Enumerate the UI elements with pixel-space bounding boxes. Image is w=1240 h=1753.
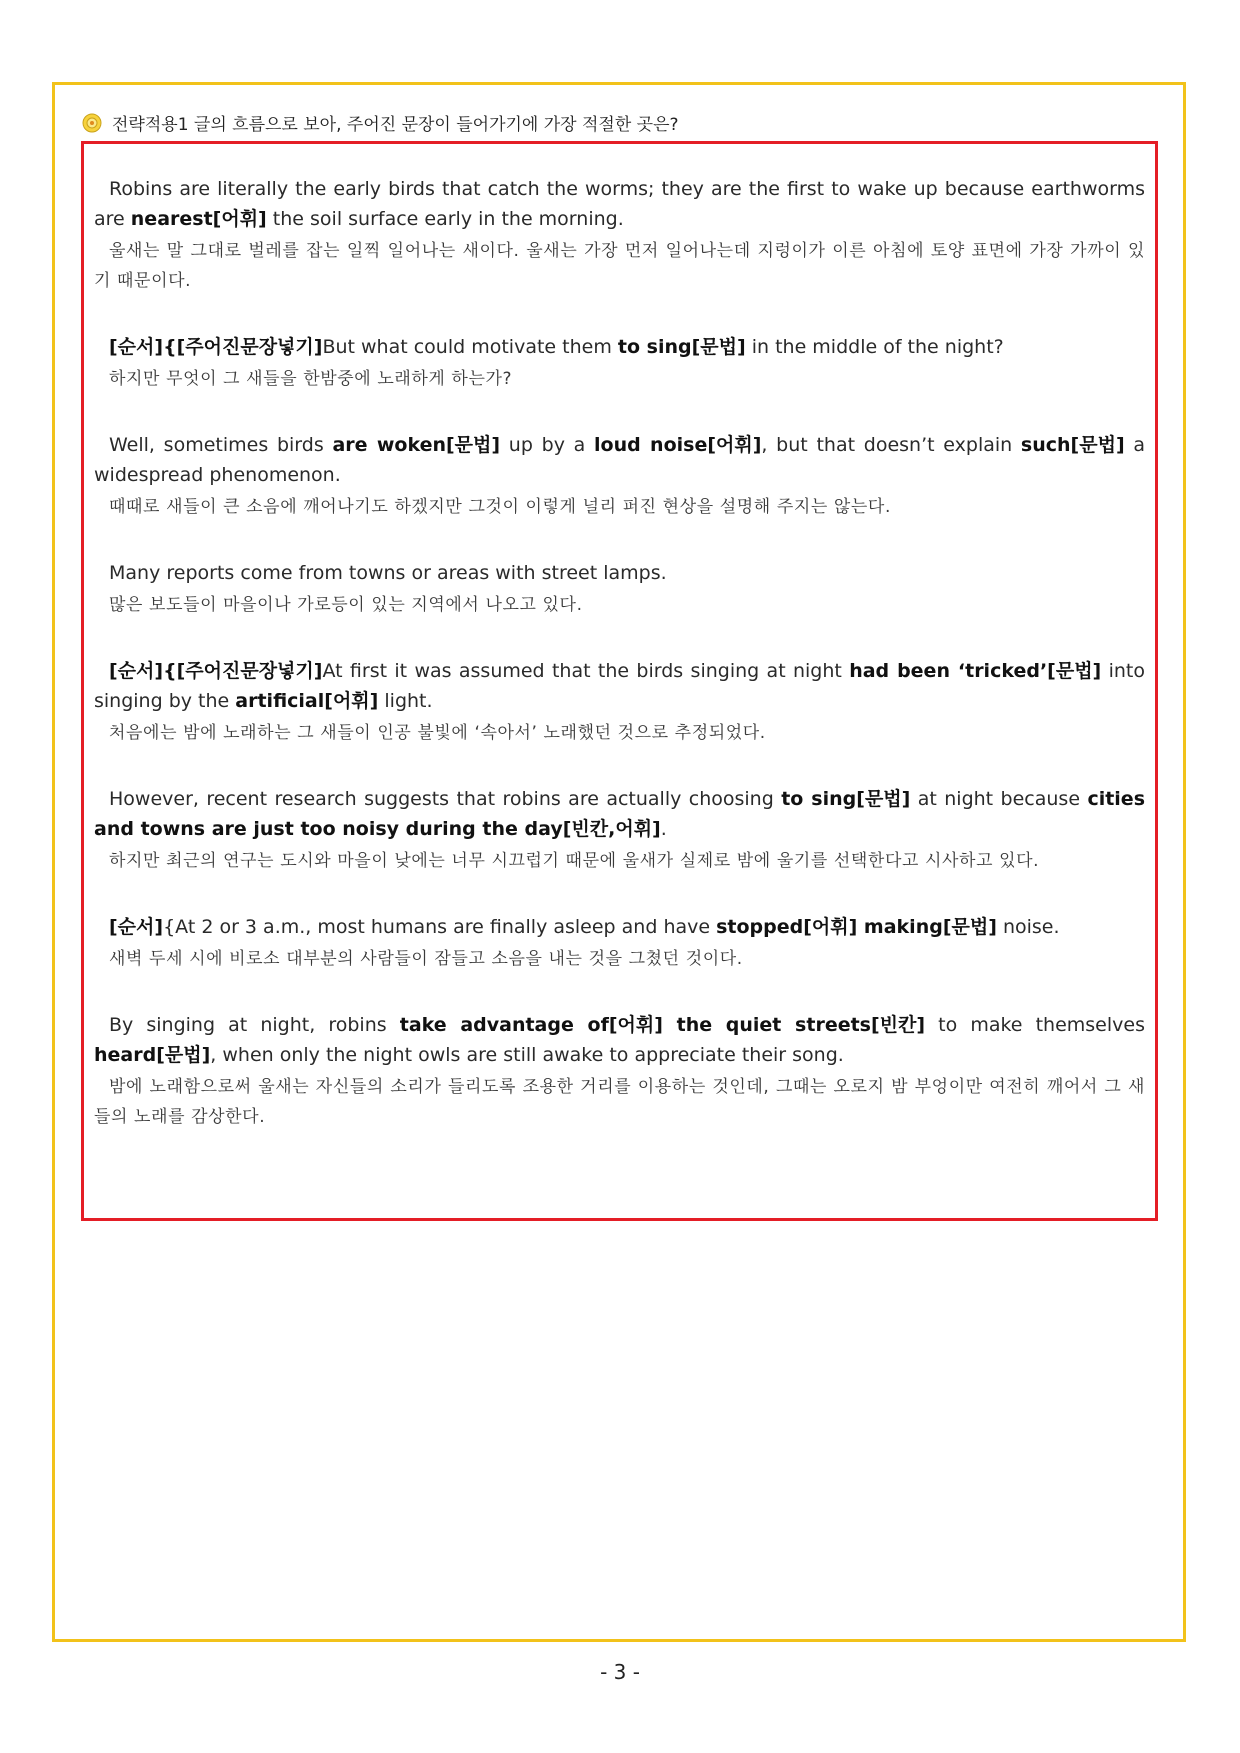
korean-translation: 때때로 새들이 큰 소음에 깨어나기도 하겠지만 그것이 이렇게 널리 퍼진 현상을 설명해 주지는 않는다. (109, 497, 891, 517)
highlighted-phrase: [순서]{[주어진문장넣기] (109, 336, 323, 358)
highlighted-phrase: [순서]{[주어진문장넣기] (109, 660, 323, 682)
korean-translation: 하지만 무엇이 그 새들을 한밤중에 노래하게 하는가? (109, 369, 513, 389)
sentence-text: noise. (996, 916, 1060, 938)
sentence-text: , when only the night owls are still awake to appreciate their song. (210, 1044, 844, 1066)
sentence-text: in the middle of the night? (745, 336, 1004, 358)
sentence-text: to make themselves (925, 1014, 1145, 1036)
sentence-text: Well, sometimes birds (109, 434, 333, 456)
english-sentence (94, 174, 1145, 234)
question-text: 전략적용1 글의 흐름으로 보아, 주어진 문장이 들어가기에 가장 적절한 곳은? (112, 115, 679, 135)
passage-sentence-block (94, 558, 1145, 620)
passage-sentence-block (94, 174, 1145, 296)
highlighted-phrase: heard[문법] (94, 1044, 211, 1066)
english-sentence (94, 1010, 1145, 1070)
sun-badge-icon (82, 113, 102, 133)
english-sentence (94, 912, 1145, 942)
highlighted-phrase: to sing[문법] (617, 336, 746, 358)
passage-sentence-block (94, 430, 1145, 522)
sentence-text: a widespread phenomenon. (94, 434, 1145, 486)
highlighted-phrase: are woken[문법] (332, 434, 501, 456)
korean-translation: 밤에 노래함으로써 울새는 자신들의 소리가 들리도록 조용한 거리를 이용하는 것인데, 그때는 오로지 밤 부엉이만 여전히 깨어서 그 새들의 노래를 감상한다. (94, 1077, 1145, 1127)
highlighted-phrase: nearest[어휘] (130, 208, 267, 230)
sentence-text: light. (378, 690, 433, 712)
sentence-text: the soil surface early in the morning. (266, 208, 624, 230)
sentence-text: at night because (910, 788, 1088, 810)
passage-sentence-block (94, 332, 1145, 394)
sentence-text: Many reports come from towns or areas with street lamps. (109, 562, 667, 584)
passage-sentence-block (94, 656, 1145, 748)
english-sentence (94, 784, 1145, 844)
passage-sentence-block (94, 912, 1145, 974)
sentence-text: . (660, 818, 667, 840)
korean-translation: 새벽 두세 시에 비로소 대부분의 사람들이 잠들고 소음을 내는 것을 그쳤던 것이다. (109, 949, 743, 969)
sentence-text: By singing at night, robins (109, 1014, 400, 1036)
highlighted-phrase: had been ‘tricked’[문법] (849, 660, 1102, 682)
sentence-text: But what could motivate them (322, 336, 618, 358)
sentence-text: At first it was assumed that the birds singing at night (322, 660, 850, 682)
highlighted-phrase: loud noise[어휘] (594, 434, 762, 456)
korean-translation: 처음에는 밤에 노래하는 그 새들이 인공 불빛에 ‘속아서’ 노래했던 것으로 추정되었다. (109, 723, 766, 743)
english-sentence (94, 430, 1145, 490)
page-number: - 3 - (600, 1660, 640, 1684)
english-sentence (94, 558, 1145, 588)
sentence-text: Robins are literally the early birds that catch the worms; they are the first to wake up because earthworms are (94, 178, 1145, 230)
sentence-text: into singing by the (94, 660, 1145, 712)
highlighted-phrase: stopped[어휘] making[문법] (716, 916, 997, 938)
english-sentence (94, 332, 1145, 362)
passage-sentence-block (94, 784, 1145, 876)
sentence-text: , but that doesn’t explain (761, 434, 1021, 456)
highlighted-phrase: such[문법] (1020, 434, 1125, 456)
korean-translation: 울새는 말 그대로 벌레를 잡는 일찍 일어나는 새이다. 울새는 가장 먼저 일어나는데 지렁이가 이른 아침에 토양 표면에 가장 가까이 있기 때문이다. (94, 241, 1145, 291)
highlighted-phrase: [순서] (109, 916, 164, 938)
highlighted-phrase: artificial[어휘] (235, 690, 379, 712)
highlighted-phrase: cities and towns are just too noisy during the day[빈칸,어휘] (94, 788, 1146, 840)
sentence-text: up by a (500, 434, 595, 456)
sentence-text: {At 2 or 3 a.m., most humans are finally asleep and have (163, 916, 717, 938)
highlighted-phrase: take advantage of[어휘] the quiet streets[빈칸] (399, 1014, 926, 1036)
question-header (82, 110, 679, 135)
passage-sentence-block (94, 1010, 1145, 1132)
korean-translation: 많은 보도들이 마을이나 가로등이 있는 지역에서 나오고 있다. (109, 595, 583, 615)
english-sentence (94, 656, 1145, 716)
passage-box (81, 141, 1158, 1221)
highlighted-phrase: to sing[문법] (781, 788, 911, 810)
sentence-text: However, recent research suggests that robins are actually choosing (109, 788, 782, 810)
korean-translation: 하지만 최근의 연구는 도시와 마을이 낮에는 너무 시끄럽기 때문에 울새가 실제로 밤에 울기를 선택한다고 시사하고 있다. (109, 851, 1040, 871)
